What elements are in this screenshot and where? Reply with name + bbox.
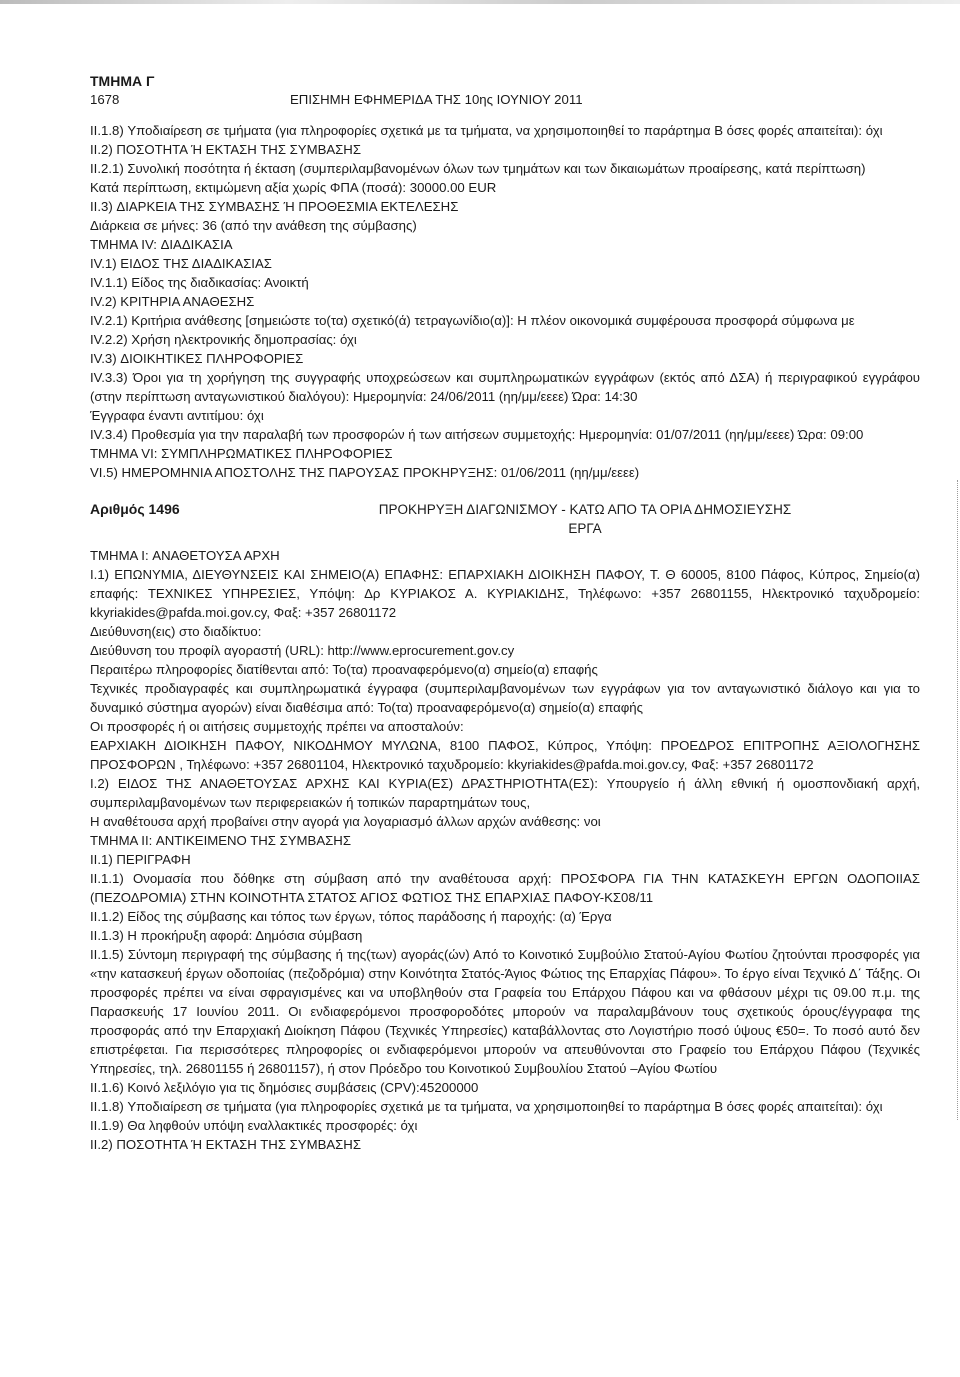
announcement-number: Αριθμός 1496 (90, 501, 180, 517)
document-page (90, 72, 920, 1154)
paragraph: IV.2.2) Χρήση ηλεκτρονικής δημοπρασίας: όχι (90, 332, 357, 347)
announcement-title-line1: ΠΡΟΚΗΡΥΞΗ ΔΙΑΓΩΝΙΣΜΟΥ - ΚΑΤΩ ΑΠΟ ΤΑ ΟΡΙΑ ΔΗΜΟΣΙΕΥΣΗΣ (378, 502, 792, 517)
paragraph: II.1.8) Υποδιαίρεση σε τμήματα (για πληροφορίες σχετικά με τα τμήματα, να χρησιμοποιηθεί το παράρτημα Β όσες φορές απαιτείται): όχι (90, 1099, 883, 1114)
block-previous-notice (90, 121, 920, 482)
paragraph: II.1.8) Υποδιαίρεση σε τμήματα (για πληροφορίες σχετικά με τα τμήματα, να χρησιμοποιηθεί το παράρτημα Β όσες φορές απαιτείται): όχι (90, 123, 883, 138)
paragraph: Διεύθυνση(εις) στο διαδίκτυο: (90, 624, 262, 639)
paragraph: II.1.5) Σύντομη περιγραφή της σύμβασης ή της(των) αγοράς(ών) Από το Κοινοτικό Συμβούλιο Στατού-Αγίου Φωτίου ζητούνται προσφορές για «την κατασκευή έργων οδοποιίας (πεζοδρόμια) στην Κοινότητα Στατός-Άγιος Φώτιος της Επαρχίας Πάφου». Το έργο είναι Τεχνικό Δ΄ Τάξης. Οι προσφορές πρέπει να είναι σφραγισμένες και να υποβληθούν στα Γραφεία του Επάρχου Πάφου και να φθάσουν μέχρι τις 09.00 π.μ. της Παρασκευής 17 Ιουνίου 2011. Οι ενδιαφερόμενοι προσφοροδότες μπορούν να παραλαμβάνουν τους σχετικούς όρους/έγγραφα της προσφοράς από την Επαρχιακή Διοίκηση Πάφου (Τεχνικές Υπηρεσίες) καταβάλλοντας στο Λογιστήριο ποσό ύψους €50=. Το ποσό αυτό δεν επιστρέφεται. Για περισσότερες πληροφορίες οι ενδιαφερόμενοι μπορούν να απευθύνονται στο Γραφείο του Επάρχου Πάφου (Τεχνικές Υπηρεσίες, τηλ. 26801155 ή 26801157), ή στον Πρόεδρο του Κοινοτικού Συμβουλίου Στατού –Αγίου Φωτίου (90, 947, 920, 1076)
heading-line: IV.3) ΔΙΟΙΚΗΤΙΚΕΣ ΠΛΗΡΟΦΟΡΙΕΣ (90, 351, 304, 366)
heading-line: II.2) ΠΟΣΟΤΗΤΑ Ή ΕΚΤΑΣΗ ΤΗΣ ΣΥΜΒΑΣΗΣ (90, 142, 361, 157)
heading-line: II.1) ΠΕΡΙΓΡΑΦΗ (90, 852, 191, 867)
paragraph: II.1.2) Είδος της σύμβασης και τόπος των έργων, τόπος παράδοσης ή παροχής: (α) Έργα (90, 909, 612, 924)
paragraph: Έγγραφα έναντι αντιτίμου: όχι (90, 408, 264, 423)
scan-edge-right (955, 480, 958, 1120)
announcement-title (250, 500, 920, 538)
heading-line: IV.2) ΚΡΙΤΗΡΙΑ ΑΝΑΘΕΣΗΣ (90, 294, 255, 309)
paragraph: Διάρκεια σε μήνες: 36 (από την ανάθεση της σύμβασης) (90, 218, 417, 233)
heading-line: II.2) ΠΟΣΟΤΗΤΑ Ή ΕΚΤΑΣΗ ΤΗΣ ΣΥΜΒΑΣΗΣ (90, 1137, 361, 1152)
paragraph: Περαιτέρω πληροφορίες διατίθενται από: Το(τα) προαναφερόμενο(α) σημείο(α) επαφής (90, 662, 598, 677)
paragraph: II.1.1) Ονομασία που δόθηκε στη σύμβαση από την αναθέτουσα αρχή: ΠΡΟΣΦΟΡΑ ΓΙΑ ΤΗΝ ΚΑΤΑΣΚΕΥΗ ΕΡΓΩΝ ΟΔΟΠΟΙΙΑΣ (ΠΕΖΟΔΡΟΜΙΑ) ΣΤΗΝ ΚΟΙΝΟΤΗΤΑ ΣΤΑΤΟΣ ΑΓΙΟΣ ΦΩΤΙΟΣ ΤΗΣ ΕΠΑΡΧΙΑΣ ΠΑΦΟΥ-ΚΣ08/11 (90, 871, 920, 905)
paragraph: Τεχνικές προδιαγραφές και συμπληρωματικά έγγραφα (συμπεριλαμβανομένων των εγγράφων για τον ανταγωνιστικό διάλογο και για το δυναμικό σύστημα αγορών) είναι διαθέσιμα από: Το(τα) προαναφερόμενο(α) σημείο(α) επαφής (90, 681, 920, 715)
paragraph: II.1.6) Κοινό λεξιλόγιο για τις δημόσιες συμβάσεις (CPV):45200000 (90, 1080, 479, 1095)
paragraph: I.2) ΕΙΔΟΣ ΤΗΣ ΑΝΑΘΕΤΟΥΣΑΣ ΑΡΧΗΣ ΚΑΙ ΚΥΡΙΑ(ΕΣ) ΔΡΑΣΤΗΡΙΟΤΗΤΑ(ΕΣ): Υπουργείο ή άλλη εθνική ή ομοσπονδιακή αρχή, συμπεριλαμβανομένων των περιφερειακών ή τοπικών παραρτημάτων τους, (90, 776, 920, 810)
paragraph: II.1.3) Η προκήρυξη αφορά: Δημόσια σύμβαση (90, 928, 363, 943)
announcement-header (90, 500, 920, 538)
paragraph: IV.1.1) Είδος της διαδικασίας: Ανοικτή (90, 275, 309, 290)
paragraph: IV.3.4) Προθεσμία για την παραλαβή των προσφορών ή των αιτήσεων συμμετοχής: Ημερομηνία: 01/07/2011 (ηη/μμ/εεεε) Ώρα: 09:00 (90, 427, 864, 442)
scan-edge-top (0, 0, 960, 4)
paragraph: Η αναθέτουσα αρχή προβαίνει στην αγορά για λογαριασμό άλλων αρχών ανάθεσης: νοι (90, 814, 601, 829)
page-number: 1678 (90, 92, 120, 107)
paragraph: IV.2.1) Κριτήρια ανάθεσης [σημειώστε το(τα) σχετικό(ά) τετραγωνίδιο(α)]: Η πλέον οικονομικά συμφέρουσα προσφορά σύμφωνα με (90, 313, 855, 328)
paragraph: ΕΑΡΧΙΑΚΗ ΔΙΟΙΚΗΣΗ ΠΑΦΟΥ, ΝΙΚΟΔΗΜΟΥ ΜΥΛΩΝΑ, 8100 ΠΑΦΟΣ, Κύπρος, Υπόψη: ΠΡΟΕΔΡΟΣ ΕΠΙΤΡΟΠΗΣ ΑΞΙΟΛΟΓΗΣΗΣ ΠΡΟΣΦΟΡΩΝ , Τηλέφωνο: +357 26801104, Ηλεκτρονικό ταχυδρομείο: kkyriakides@pafda.moi.gov.cy, Φαξ: +357 26801172 (90, 738, 920, 772)
paragraph: Οι προσφορές ή οι αιτήσεις συμμετοχής πρέπει να αποσταλούν: (90, 719, 464, 734)
paragraph: IV.3.3) Όροι για τη χορήγηση της συγγραφής υποχρεώσεων και συμπληρωματικών εγγράφων (εκτός από ΔΣΑ) ή περιγραφικού εγγράφου (στην περίπτωση ανταγωνιστικού διαλόγου): Ημερομηνία: 24/06/2011 (ηη/μμ/εεεε) Ώρα: 14:30 (90, 370, 920, 404)
heading-line: ΤΜΗΜΑ II: ΑΝΤΙΚΕΙΜΕΝΟ ΤΗΣ ΣΥΜΒΑΣΗΣ (90, 833, 351, 848)
heading-line: II.3) ΔΙΑΡΚΕΙΑ ΤΗΣ ΣΥΜΒΑΣΗΣ Ή ΠΡΟΘΕΣΜΙΑ ΕΚΤΕΛΕΣΗΣ (90, 199, 459, 214)
paragraph: I.1) ΕΠΩΝΥΜΙΑ, ΔΙΕΥΘΥΝΣΕΙΣ ΚΑΙ ΣΗΜΕΙΟ(Α) ΕΠΑΦΗΣ: ΕΠΑΡΧΙΑΚΗ ΔΙΟΙΚΗΣΗ ΠΑΦΟΥ, Τ. Θ 60005, 8100 Πάφος, Κύπρος, Σημείο(α) επαφής: ΤΕΧΝΙΚΕΣ ΥΠΗΡΕΣΙΕΣ, Υπόψη: Δρ ΚΥΡΙΑΚΟΣ Α. ΚΥΡΙΑΚΙΔΗΣ, Τηλέφωνο: +357 26801155, Ηλεκτρονικό ταχυδρομείο: kkyriakides@pafda.moi.gov.cy, Φαξ: +357 26801172 (90, 567, 920, 620)
journal-title: ΕΠΙΣΗΜΗ ΕΦΗΜΕΡΙΔΑ ΤΗΣ 10ης ΙΟΥΝΙΟΥ 2011 (290, 92, 583, 107)
paragraph: II.1.9) Θα ληφθούν υπόψη εναλλακτικές προσφορές: όχι (90, 1118, 418, 1133)
heading-line: VI.5) ΗΜΕΡΟΜΗΝΙΑ ΑΠΟΣΤΟΛΗΣ ΤΗΣ ΠΑΡΟΥΣΑΣ ΠΡΟΚΗΡΥΞΗΣ: 01/06/2011 (ηη/μμ/εεεε) (90, 465, 640, 480)
heading-line: IV.1) ΕΙΔΟΣ ΤΗΣ ΔΙΑΔΙΚΑΣΙΑΣ (90, 256, 272, 271)
paragraph: Διεύθυνση του προφίλ αγοραστή (URL): http://www.eprocurement.gov.cy (90, 643, 515, 658)
paragraph: II.2.1) Συνολική ποσότητα ή έκταση (συμπεριλαμβανομένων όλων των τμημάτων και των δικαιωμάτων προαίρεσης, κατά περίπτωση) (90, 161, 866, 176)
page-header (90, 90, 920, 109)
heading-line: ΤΜΗΜΑ VI: ΣΥΜΠΛΗΡΩΜΑΤΙΚΕΣ ΠΛΗΡΟΦΟΡΙΕΣ (90, 446, 393, 461)
heading-line: ΤΜΗΜΑ IV: ΔΙΑΔΙΚΑΣΙΑ (90, 237, 233, 252)
announcement-title-line2: ΕΡΓΑ (568, 521, 602, 536)
section-label: ΤΜΗΜΑ Γ (90, 73, 155, 89)
paragraph: Κατά περίπτωση, εκτιμώμενη αξία χωρίς ΦΠΑ (ποσά): 30000.00 EUR (90, 180, 497, 195)
block-announcement-body (90, 546, 920, 1154)
heading-line: ΤΜΗΜΑ I: ΑΝΑΘΕΤΟΥΣΑ ΑΡΧΗ (90, 548, 280, 563)
